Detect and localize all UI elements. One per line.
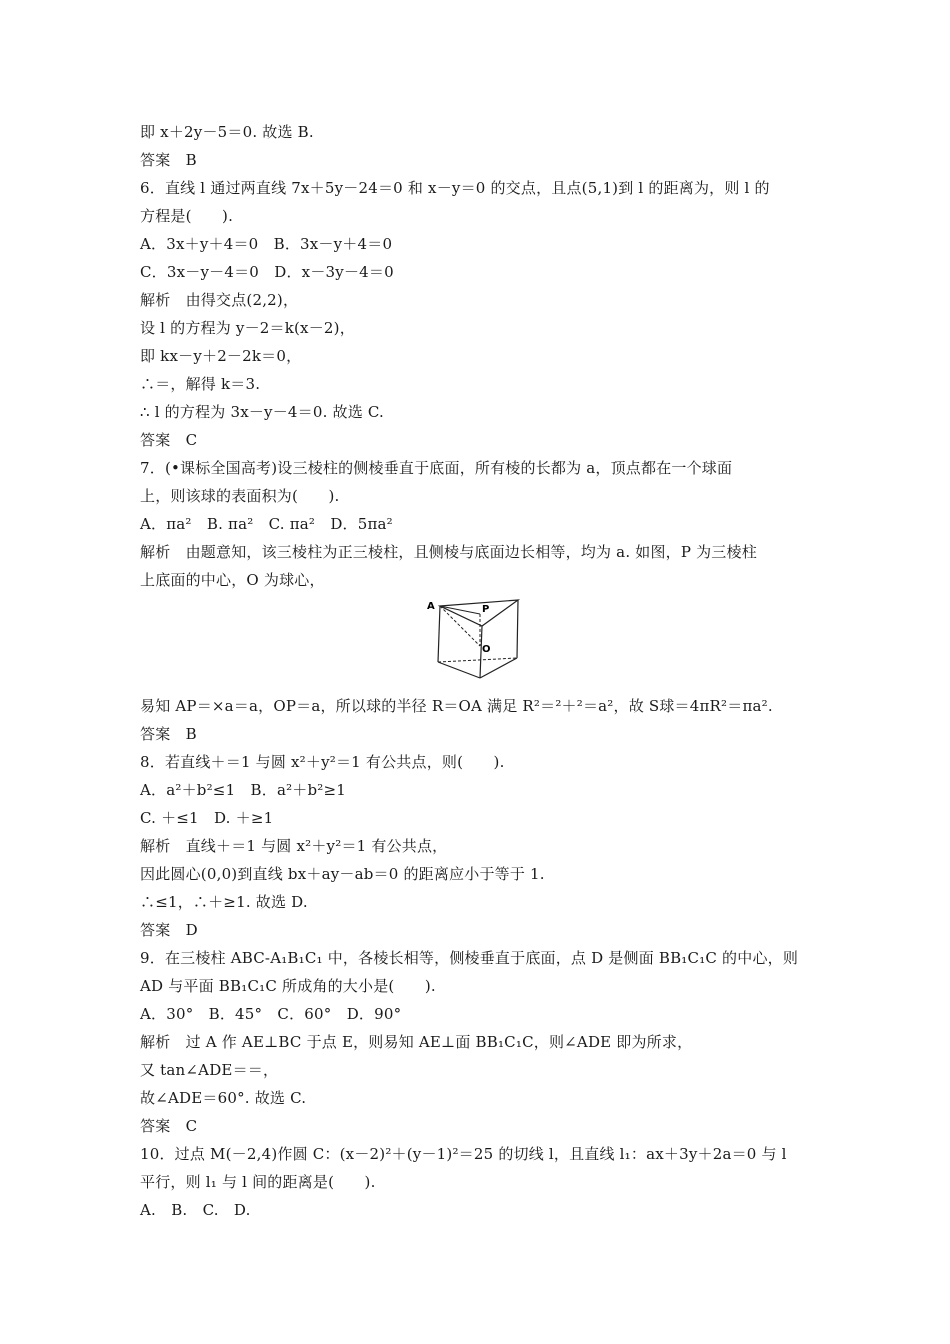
question-10-line: 10．过点 M(－2,4)作圆 C：(x－2)²＋(y－1)²＝25 的切线 l，且直线 l₁：ax＋3y＋2a＝0 与 l [140, 1145, 787, 1163]
solution-line: 易知 AP＝×a＝a，OP＝a，所以球的半径 R＝OA 满足 R²＝²＋²＝a²，故 S球＝4πR²＝πa². [140, 697, 773, 715]
solution-line: ∴＝，解得 k＝3. [140, 375, 261, 393]
answer-line: 答案 C [140, 431, 198, 449]
lateral-edge [517, 600, 518, 658]
solution-line: 因此圆心(0,0)到直线 bx＋ay－ab＝0 的距离应小于等于 1. [140, 865, 545, 883]
question-6-line: 6．直线 l 通过两直线 7x＋5y－24＝0 和 x－y＝0 的交点，且点(5,1)到 l 的距离为，则 l 的 [140, 179, 770, 197]
question-7-line: 7．(•课标全国高考)设三棱柱的侧棱垂直于底面，所有棱的长都为 a，顶点都在一个球面 [140, 459, 733, 477]
answer-line: 答案 C [140, 1117, 198, 1135]
lateral-edge [438, 606, 440, 662]
label-o: O [482, 644, 491, 655]
question-9-line: 9．在三棱柱 ABC-A₁B₁C₁ 中，各棱长相等，侧棱垂直于底面，点 D 是侧面 BB₁C₁C 的中心，则 [140, 949, 799, 967]
options-line: A．a²＋b²≤1 B．a²＋b²≥1 [140, 781, 347, 799]
text-line: 即 x＋2y－5＝0. 故选 B. [140, 123, 314, 141]
solution-line: 解析 直线＋＝1 与圆 x²＋y²＝1 有公共点， [140, 837, 448, 855]
hidden-edge [438, 658, 517, 662]
bottom-edge [438, 662, 480, 678]
solution-line: 设 l 的方程为 y－2＝k(x－2)， [140, 319, 355, 337]
solution-line: 解析 由题意知，该三棱柱为正三棱柱，且侧棱与底面边长相等，均为 a. 如图，P 为三棱柱 [140, 543, 757, 561]
options-line: A. B. C. D. [140, 1201, 251, 1219]
solution-line: ∴≤1，∴＋≥1. 故选 D. [140, 893, 308, 911]
solution-line: 故∠ADE＝60°. 故选 C. [140, 1089, 307, 1107]
solution-line: 解析 由得交点(2,2)， [140, 291, 299, 309]
question-7-line: 上，则该球的表面积为( ). [140, 487, 340, 505]
question-8-line: 8．若直线＋＝1 与圆 x²＋y²＝1 有公共点，则( ). [140, 753, 505, 771]
top-face-edge [440, 600, 518, 626]
solution-line: 又 tan∠ADE＝＝， [140, 1061, 279, 1079]
bottom-edge [480, 658, 517, 678]
solution-line: ∴ l 的方程为 3x－y－4＝0. 故选 C. [140, 403, 385, 421]
options-line: C．3x－y－4＝0 D．x－3y－4＝0 [140, 263, 394, 281]
solution-line: 即 kx－y＋2－2k＝0， [140, 347, 302, 365]
solution-line: 解析 过 A 作 AE⊥BC 于点 E，则易知 AE⊥面 BB₁C₁C，则∠ADE 即为所求， [140, 1033, 693, 1051]
answer-line: 答案 B [140, 151, 197, 169]
question-10-line: 平行，则 l₁ 与 l 间的距离是( ). [140, 1173, 376, 1191]
solution-line: 上底面的中心，O 为球心， [140, 571, 325, 589]
hidden-segment-ao [440, 606, 480, 646]
question-6-line: 方程是( ). [140, 207, 234, 225]
label-p: P [482, 604, 490, 615]
options-line: C. ＋≤1 D. ＋≥1 [140, 809, 274, 827]
question-9-line: AD 与平面 BB₁C₁C 所成角的大小是( ). [140, 977, 436, 995]
prism-figure [424, 592, 534, 682]
label-a: A [427, 601, 435, 612]
options-line: A．πa² B. πa² C. πa² D．5πa² [140, 515, 393, 533]
options-line: A．3x＋y＋4＝0 B．3x－y＋4＝0 [140, 235, 393, 253]
segment-ap [440, 606, 480, 614]
answer-line: 答案 D [140, 921, 198, 939]
options-line: A．30° B．45° C．60° D．90° [140, 1005, 402, 1023]
answer-line: 答案 B [140, 725, 197, 743]
